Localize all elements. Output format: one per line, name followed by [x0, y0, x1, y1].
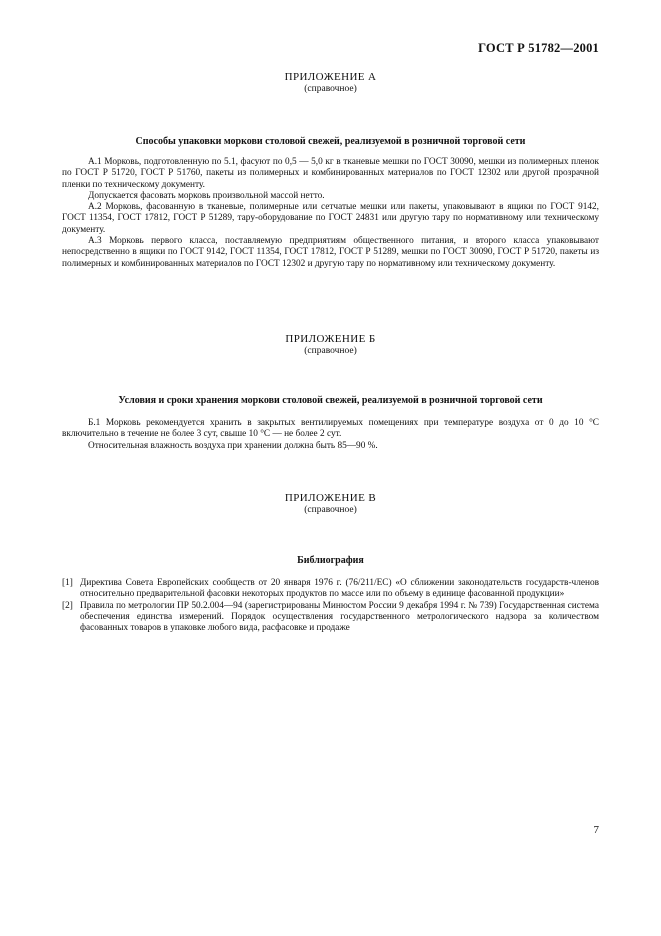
bibliography-list [62, 578, 599, 634]
paragraph: А.3 Морковь первого класса, поставляемую предприятиям общественного питания, и второго класса упаковывают непосредственно в ящики по ГОСТ 9142, ГОСТ 11354, ГОСТ 17812, ГОСТ Р 51289, мешки по ГОСТ 30090, ГОСТ Р 51720, пакеты из полимерных и комбинированных материалов по ГОСТ 12302 и другую тару по нормативному или техническому документу. [62, 236, 599, 269]
paragraph: Допускается фасовать морковь произвольной массой нетто. [88, 190, 325, 201]
appendix-b-subtitle: (справочное) [304, 346, 357, 356]
appendix-a-subtitle: (справочное) [304, 84, 357, 94]
page-number: 7 [593, 824, 599, 836]
appendix-b-title: ПРИЛОЖЕНИЕ Б [285, 333, 376, 345]
bib-item-text: Правила по метрологии ПР 50.2.004—94 (зарегистрированы Минюстом России 9 декабря 1994 г. № 739) Государственная система обеспечения единства измерений. Порядок осуществления государственного метрологического надзора за количеством фасованных товаров в упаковке любого вида, расфасовке и продаже [80, 600, 599, 634]
appendix-c-subtitle: (справочное) [304, 505, 357, 515]
paragraph: А.2 Морковь, фасованную в тканевые, полимерные или сетчатые мешки или пакеты, упаковывают в ящики по ГОСТ 9142, ГОСТ 11354, ГОСТ 17812, ГОСТ Р 51289, тару-оборудование по ГОСТ 24831 или другую тару по нормативному или техническому документу. [62, 202, 599, 235]
appendix-a-title: ПРИЛОЖЕНИЕ А [284, 71, 377, 83]
list-item [62, 601, 599, 635]
list-item [62, 578, 599, 601]
paragraph: Б.1 Морковь рекомендуется хранить в закрытых вентилируемых помещениях при температуре воздуха от 0 до 10 °С включительно в течение не более 3 сут, свыше 10 °С — не более 2 сут. [62, 418, 599, 440]
appendix-c-title: ПРИЛОЖЕНИЕ В [284, 492, 377, 504]
paragraph: А.1 Морковь, подготовленную по 5.1, фасуют по 0,5 — 5,0 кг в тканевые мешки по ГОСТ 30090, мешки из полимерных пленок по ГОСТ Р 51720, ГОСТ Р 51760, пакеты из полимерных и комбинированных материалов по ГОСТ 12302 или другой прозрачной пленки по техническому документу. [62, 157, 599, 190]
appendix-a-heading: Способы упаковки моркови столовой свежей, реализуемой в розничной торговой сети [135, 136, 526, 147]
appendix-b-body [62, 418, 599, 452]
appendix-a-body [62, 157, 599, 270]
document-header-id: ГОСТ Р 51782—2001 [478, 41, 599, 55]
bib-item-number: [2] [62, 600, 73, 611]
paragraph: Относительная влажность воздуха при хранении должна быть 85—90 %. [88, 440, 378, 451]
bib-item-text: Директива Совета Европейских сообществ от 20 января 1976 г. (76/211/ЕС) «О сближении законодательств государств-членов относительно предварительной фасовки некоторых продуктов по массе или по объему в единице фасованной продукции» [80, 578, 599, 600]
appendix-b-heading: Условия и сроки хранения моркови столовой свежей, реализуемой в розничной торговой сети [118, 395, 543, 406]
bib-item-number: [1] [62, 578, 73, 588]
bibliography-heading: Библиография [297, 555, 364, 566]
